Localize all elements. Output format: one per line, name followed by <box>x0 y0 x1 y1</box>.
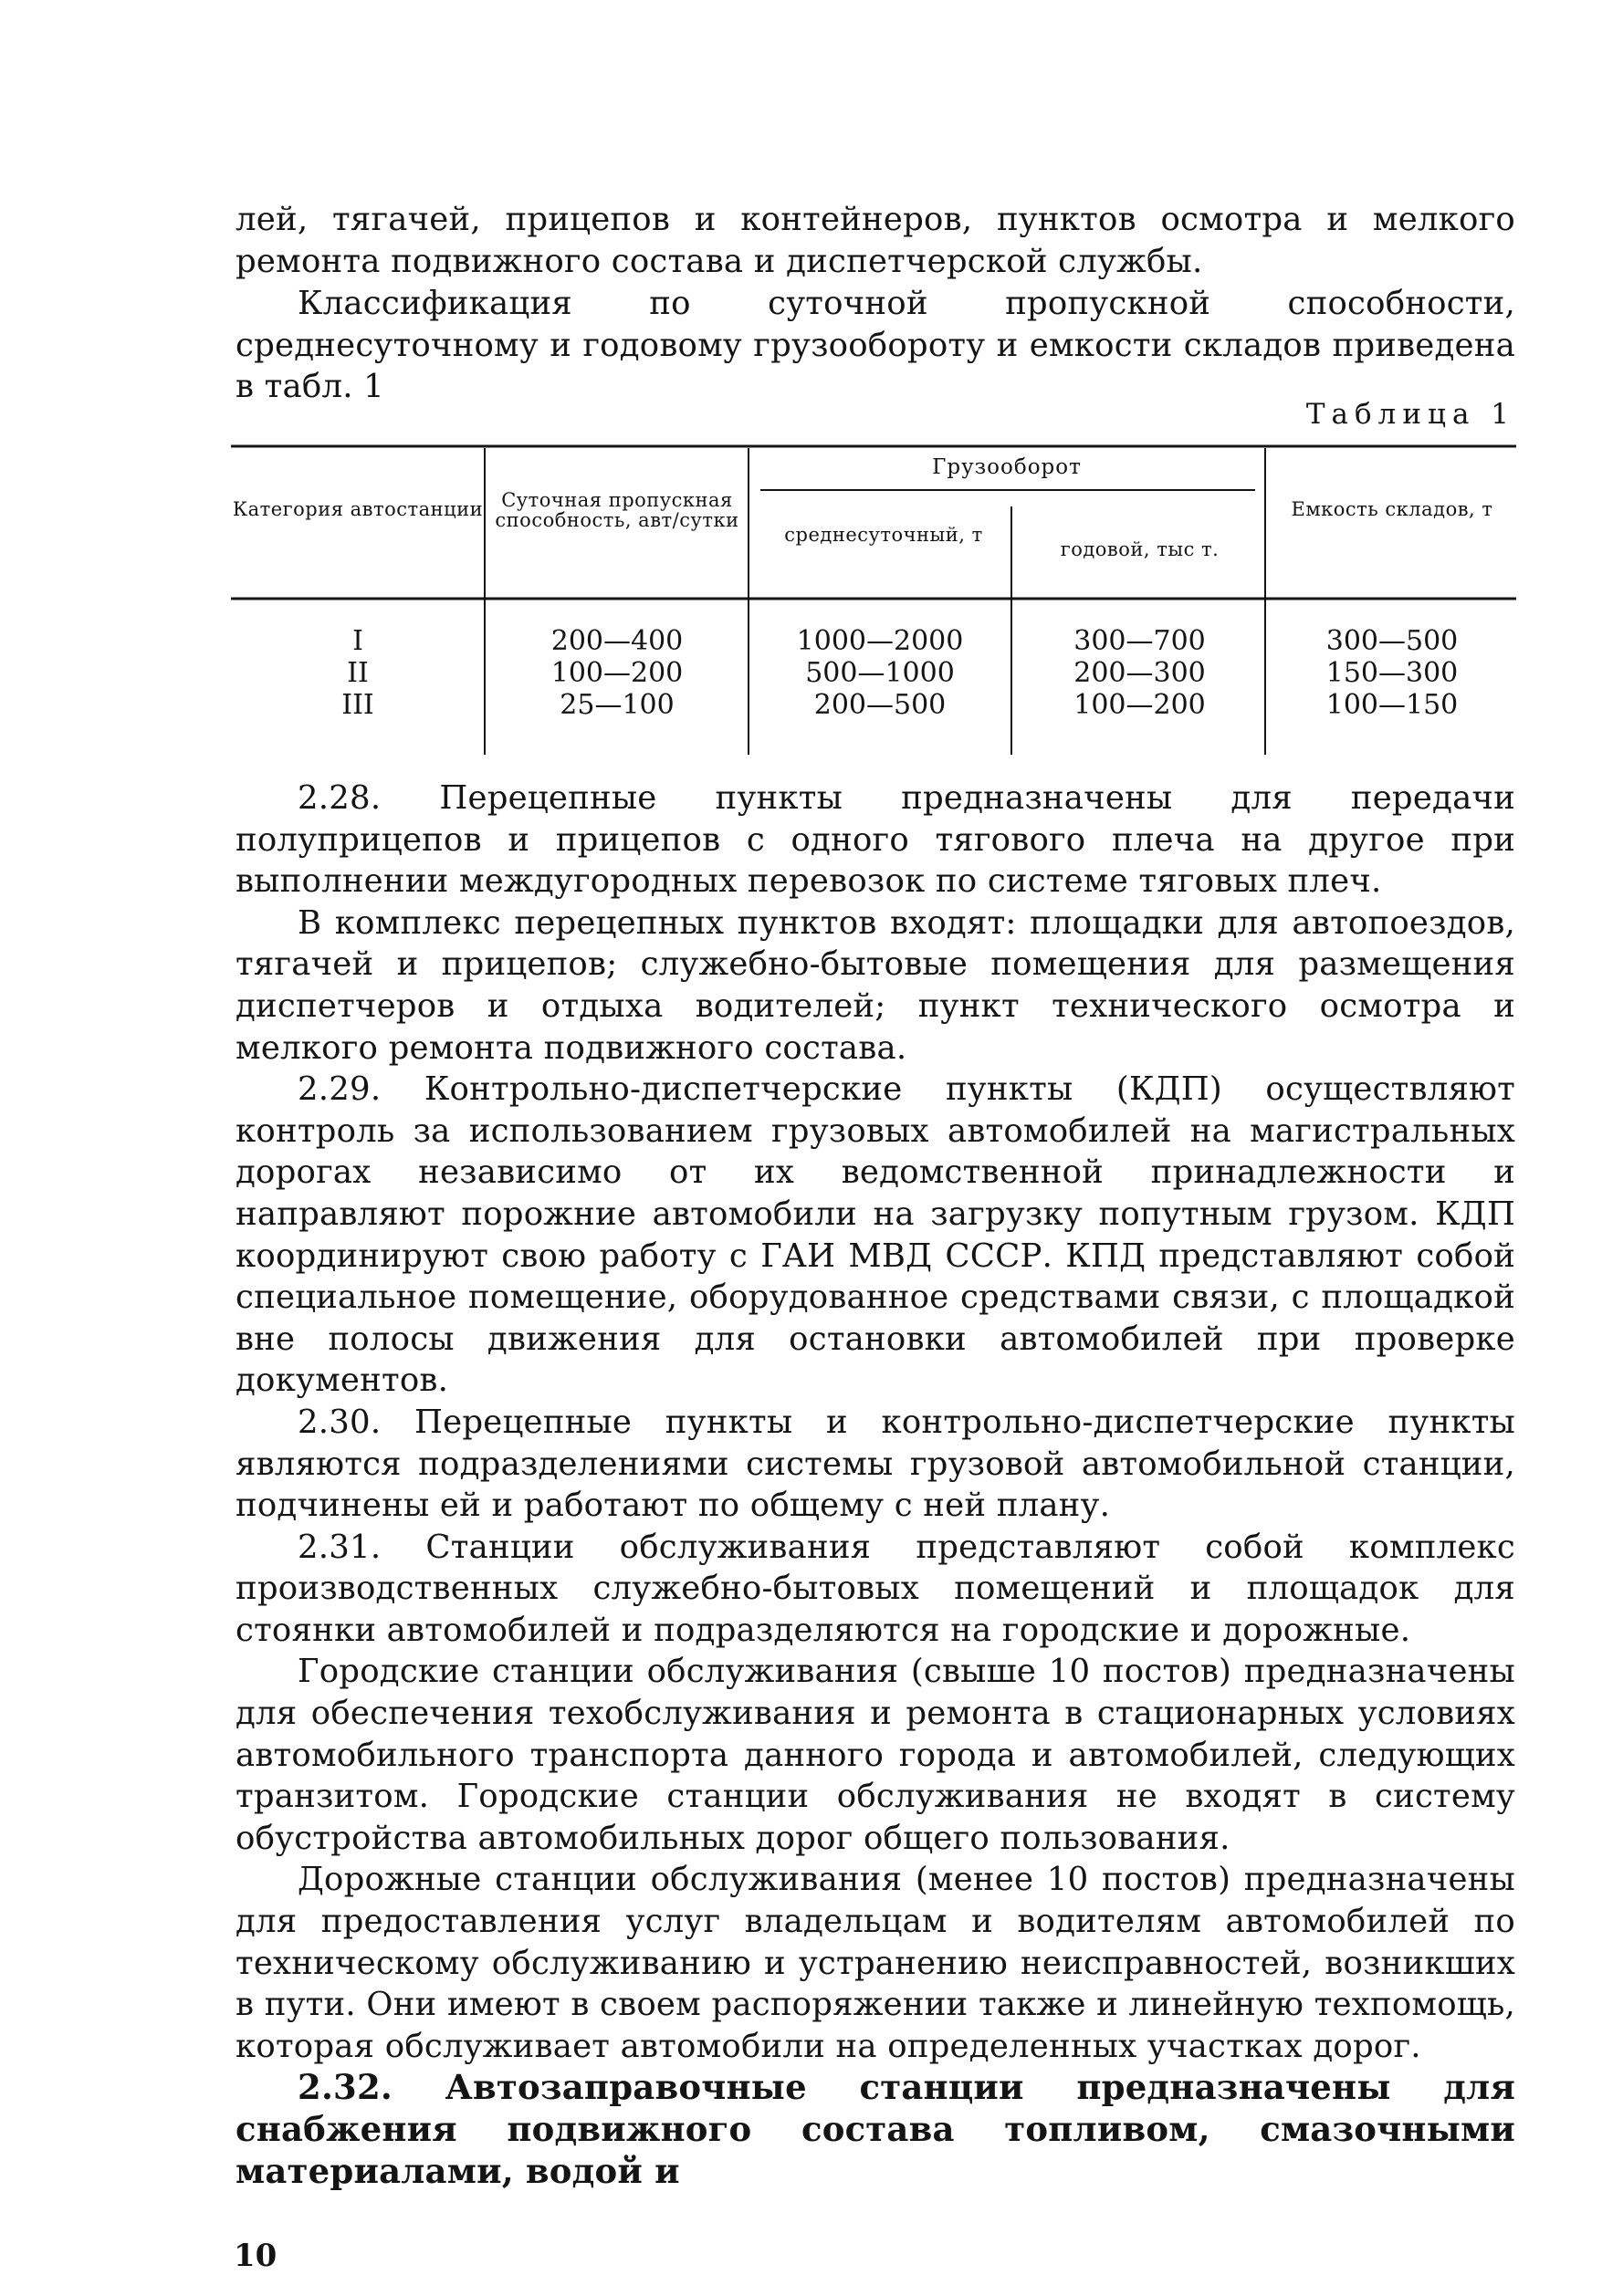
header-category: Категория автостанции <box>232 498 484 520</box>
header-capacity: Суточная пропускная способность, авт/сутки <box>495 489 739 531</box>
body-text <box>236 778 1515 2192</box>
column-capacity-values: 200—400 100—200 25—100 <box>550 625 684 721</box>
column-daily-values: 1000—2000 500—1000 200—500 <box>796 625 964 721</box>
paragraph-perecep-complex: В комплекс перецепных пунктов входят: площадки для автопоездов, тягачей и прицепов; служебно-бытовые помещения для размещения диспетчеров и отдыха водителей; пункт технического осмотра и мелкого ремонта подвижного состава. <box>236 903 1515 1067</box>
column-category-values: I II III <box>341 625 374 721</box>
paragraph-2-32: 2.32. Автозаправочные станции предназначены для снабжения подвижного состава топливом, смазочными материалами, водой и <box>236 2067 1515 2191</box>
paragraph-2-29: 2.29. Контрольно-диспетчерские пункты (КДП) осуществляют контроль за использованием грузовых автомобилей на магистральных дорогах независимо от их ведомственной принадлежности и направляют порожние автомобили на загрузку попутным грузом. КДП координируют свою работу с ГАИ МВД СССР. КПД представляют собой специальное помещение, оборудованное средствами связи, с площадкой вне полосы движения для остановки автомобилей при проверке документов. <box>236 1070 1515 1400</box>
header-daily-turnover: среднесуточный, т <box>784 524 983 546</box>
table-caption: Таблица 1 <box>1305 398 1515 431</box>
page-number: 10 <box>234 2238 277 2274</box>
header-turnover: Грузооборот <box>932 455 1082 479</box>
paragraph-city-stations: Городские станции обслуживания (свыше 10 постов) предназначены для обеспечения техобслуживания и ремонта в стационарных условиях автомобильного транспорта данного города и автомобилей, следующих транзитом. Городские станции обслуживания не входят в систему обустройства автомобильных дорог общего пользования. <box>236 1653 1515 1857</box>
column-storage-values: 300—500 150—300 100—150 <box>1325 625 1459 721</box>
paragraph-road-stations: Дорожные станции обслуживания (менее 10 постов) предназначены для предоставления услуг владельцам и водителям автомобилей по техническому обслуживанию и устранению неисправностей, возникших в пути. Они имеют в своем распоряжении также и линейную техпомощь, которая обслуживает автомобили на определенных участках дорог. <box>236 1861 1515 2065</box>
classification-table <box>231 444 1516 759</box>
header-storage: Емкость складов, т <box>1291 498 1493 520</box>
paragraph-2-30: 2.30. Перецепные пункты и контрольно-диспетчерские пункты являются подразделениями системы грузовой автомобильной станции, подчинены ей и работают по общему с ней плану. <box>236 1403 1515 1525</box>
column-annual-values: 300—700 200—300 100—200 <box>1073 625 1206 721</box>
paragraph-2-31: 2.31. Станции обслуживания представляют собой комплекс производственных служебно-бытовых помещений и площадок для стоянки автомобилей и подразделяются на городские и дорожные. <box>236 1528 1515 1649</box>
continuation-paragraph <box>236 199 1515 282</box>
intro-paragraph <box>236 283 1515 408</box>
paragraph-text: Классификация по суточной пропускной способности, среднесуточному и годовому грузообороту и емкости складов приведена в табл. 1 <box>236 285 1515 406</box>
paragraph-text: лей, тягачей, прицепов и контейнеров, пунктов осмотра и мелкого ремонта подвижного состава и диспетчерской службы. <box>236 201 1515 280</box>
paragraph-2-28: 2.28. Перецепные пункты предназначены для передачи полуприцепов и прицепов с одного тягового плеча на другое при выполнении междугородных перевозок по системе тяговых плеч. <box>236 779 1515 901</box>
header-annual-turnover: годовой, тыс т. <box>1060 538 1220 560</box>
